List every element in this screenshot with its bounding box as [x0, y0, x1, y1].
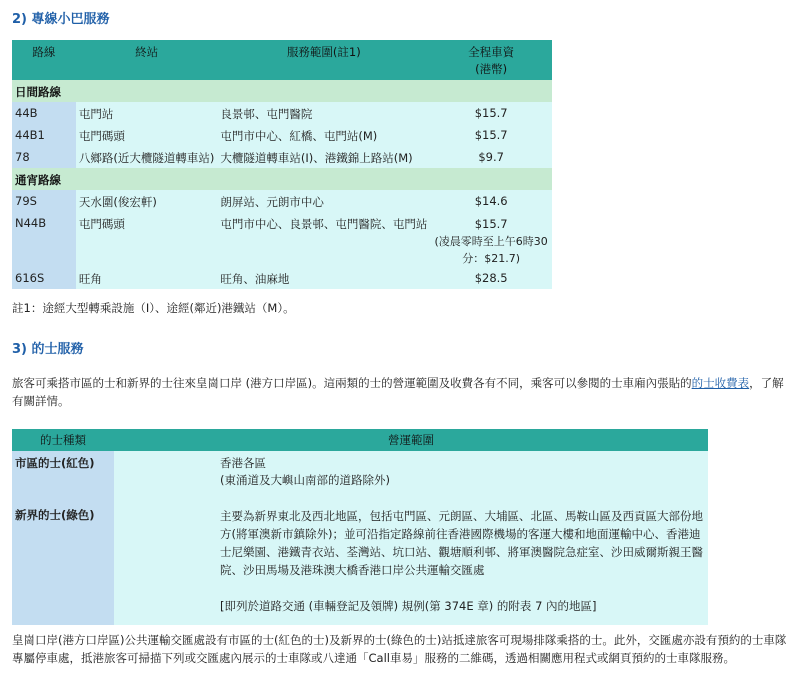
table-row	[12, 124, 552, 146]
fare-cell: $9.7	[430, 146, 552, 168]
route-cell: 44B1	[12, 124, 76, 146]
fare-header-line2: (港幣)	[475, 62, 508, 76]
day-section-label: 日間路線	[12, 80, 552, 102]
taxi-heading: 3) 的士服務	[12, 342, 84, 357]
taxi-header-row	[12, 429, 708, 451]
urban-area-line2: (東涌道及大嶼山南部的道路除外)	[220, 473, 390, 487]
nt-area-note: [即列於道路交通 (車輛登記及領牌) 規例(第 374E 章) 的附表 7 內的地區]	[220, 599, 597, 613]
urban-area-line1: 香港各區	[220, 456, 266, 470]
table-row	[12, 505, 708, 625]
fare-cell	[430, 212, 552, 267]
area-cell: 良景邨、屯門醫院	[217, 102, 430, 124]
area-cell: 屯門市中心、紅橋、屯門站(M)	[217, 124, 430, 146]
terminus-cell: 八鄉路(近大欖隧道轉車站)	[76, 146, 217, 168]
area-cell: 屯門市中心、良景邨、屯門醫院、屯門站	[217, 212, 430, 267]
fare-header-line1: 全程車資	[468, 45, 515, 59]
col-route: 路線	[12, 40, 76, 80]
route-cell: 44B	[12, 102, 76, 124]
taxi-intro-text: 旅客可乘搭市區的士和新界的士往來皇崗口岸 (港方口岸區)。這兩類的士的營運範圍及收費各有不同，乘客可以參閱的士車廂內張貼的	[12, 376, 692, 390]
taxi-fare-link[interactable]: 的士收費表	[691, 376, 750, 390]
terminus-cell: 屯門站	[76, 102, 217, 124]
col-taxi-type: 的士種類	[12, 429, 114, 451]
table-row	[12, 146, 552, 168]
area-cell: 旺角、油麻地	[217, 267, 430, 289]
route-cell: 78	[12, 146, 76, 168]
overnight-section-label: 通宵路線	[12, 168, 552, 190]
col-terminus: 終站	[76, 40, 217, 80]
day-section-row	[12, 80, 552, 102]
table-row	[12, 190, 552, 212]
minibus-table	[12, 40, 552, 289]
table-row	[12, 212, 552, 267]
terminus-cell: 屯門碼頭	[76, 124, 217, 146]
fare-cell: $15.7	[430, 124, 552, 146]
taxi-closing-paragraph: 皇崗口岸(港方口岸區)公共運輸交匯處設有市區的士(紅色的士)及新界的士(綠色的士)站抵達旅客可現場排隊乘搭的士。此外，交匯處亦設有預約的士車隊專屬停車處，抵港旅客可掃描下列或交匯處內展示的士車隊或八達通「Call車易」服務的二維碼，透過相關應用程式或網頁預約的士車隊服務。	[12, 633, 787, 665]
terminus-cell: 天水圍(俊宏軒)	[76, 190, 217, 212]
fare-cell: $15.7	[430, 102, 552, 124]
col-service-area: 服務範圍(註1)	[217, 40, 430, 80]
fare-night-note: (凌晨零時至上午6時30分：$21.7)	[434, 235, 548, 265]
area-cell: 大欖隧道轉車站(I)、港鐵錦上路站(M)	[217, 146, 430, 168]
overnight-section-row	[12, 168, 552, 190]
terminus-cell: 旺角	[76, 267, 217, 289]
minibus-footnote: 註1：途經大型轉乘設施（I）、途經(鄰近)港鐵站（M）。	[12, 301, 295, 315]
urban-taxi-area	[114, 451, 708, 505]
nt-taxi-area	[114, 505, 708, 625]
col-operating-area: 營運範圍	[114, 429, 708, 451]
table-row	[12, 102, 552, 124]
route-cell: 79S	[12, 190, 76, 212]
fare-cell: $14.6	[430, 190, 552, 212]
table-row	[12, 451, 708, 505]
fare-value: $15.7	[474, 217, 508, 231]
col-fare	[430, 40, 552, 80]
minibus-heading: 2) 專線小巴服務	[12, 12, 110, 27]
route-cell: 616S	[12, 267, 76, 289]
terminus-cell: 屯門碼頭	[76, 212, 217, 267]
route-cell: N44B	[12, 212, 76, 267]
taxi-intro-text-end: ，了解有關詳情。	[12, 376, 784, 408]
area-cell: 朗屏站、元朗市中心	[217, 190, 430, 212]
taxi-intro	[12, 374, 788, 410]
nt-taxi-type: 新界的士(綠色)	[12, 505, 114, 625]
urban-taxi-type: 市區的士(紅色)	[12, 451, 114, 505]
fare-cell: $28.5	[430, 267, 552, 289]
nt-area-text: 主要為新界東北及西北地區，包括屯門區、元朗區、大埔區、北區、馬鞍山區及西貢區大部份地方(將軍澳新市鎮除外)；並可沿指定路線前往香港國際機場的客運大樓和地面運輸中心、香港迪士尼樂園、港鐵青衣站、荃灣站、坑口站、觀塘順利邨、將軍澳醫院急症室、沙田威爾斯親王醫院、沙田馬場及港珠澳大橋香港口岸公共運輸交匯處	[220, 509, 703, 577]
minibus-header-row	[12, 40, 552, 80]
table-row	[12, 267, 552, 289]
taxi-table	[12, 429, 708, 625]
